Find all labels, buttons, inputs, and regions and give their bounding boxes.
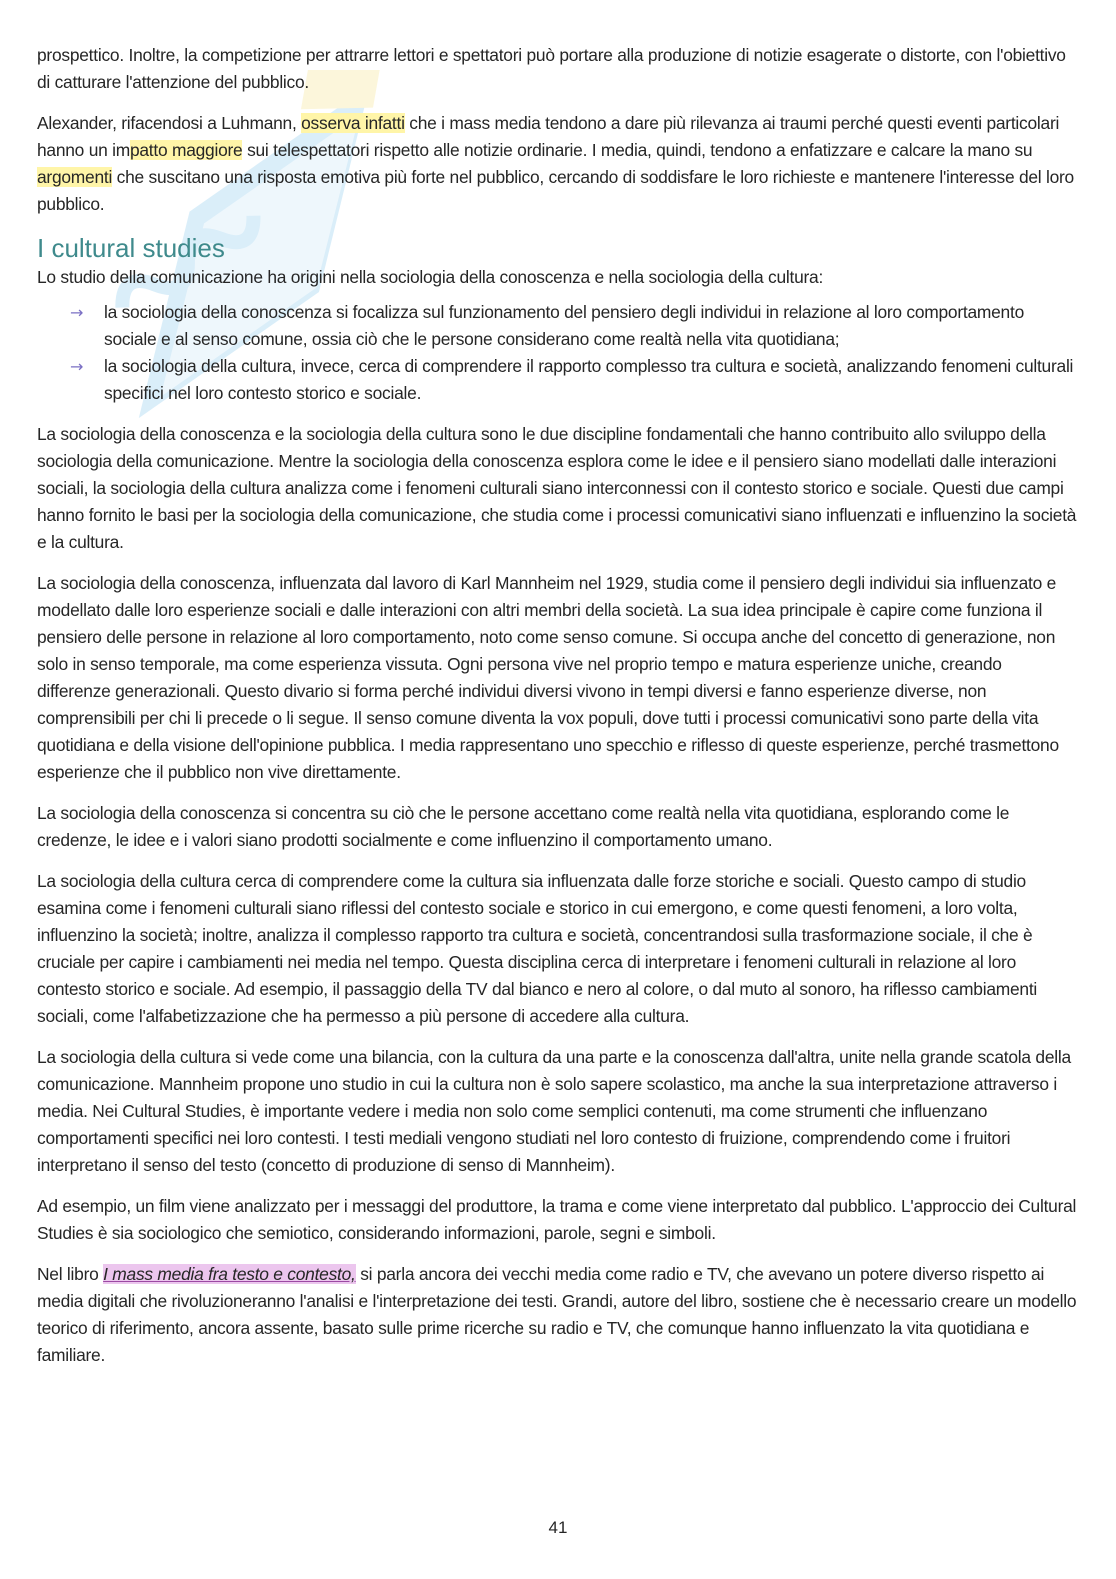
arrow-right-icon: →: [70, 357, 84, 376]
paragraph: La sociologia della conoscenza si concentra su ciò che le persone accettano come realtà nella vita quotidiana, esplorando come le credenze, le idee e i valori siano prodotti socialmente e come influenzino il comportamento umano.: [37, 803, 1010, 850]
paragraph: La sociologia della cultura si vede come una bilancia, con la cultura da una parte e la conoscenza dall'altra, unite nella grande scatola della comunicazione. Mannheim propone uno studio in cui la cultura non è solo sapere scolastico, ma anche la sua interpretazione attraverso i media. Nei Cultural Studies, è importante vedere i media non solo come semplici contenuti, ma come strumenti che influenzano comportamenti specifici nei loro contesti. I testi mediali vengono studiati nel loro contesto di fruizione, comprendendo come i fruitori interpretano il senso del testo (concetto di produzione di senso di Mannheim).: [37, 1047, 1071, 1175]
highlighted-text: osserva infatti: [301, 113, 405, 133]
page-number: 41: [548, 1518, 568, 1537]
list-item: [37, 353, 1077, 407]
paragraph: Ad esempio, un film viene analizzato per i messaggi del produttore, la trama e come viene interpretato dal pubblico. L'approccio dei Cultural Studies è sia sociologico che semiotico, considerando informazioni, parole, segni e simboli.: [37, 1196, 1077, 1243]
section-intro: Lo studio della comunicazione ha origini nella sociologia della conoscenza e nella sociologia della cultura:: [37, 267, 824, 287]
paragraph-text: Alexander, rifacendosi a Luhmann,: [37, 113, 302, 133]
paragraph-continuation: prospettico. Inoltre, la competizione per attrarre lettori e spettatori può portare alla produzione di notizie esagerate o distorte, con l'obiettivo di catturare l'attenzione del pubblico.: [37, 45, 1066, 92]
paragraph-book: [37, 1261, 1077, 1369]
paragraph-text: che i mass media tendono a dare più rilevanza ai traumi perché questi eventi particolari hanno un im: [37, 113, 1060, 160]
highlighted-text: argomenti: [37, 167, 113, 187]
list-item: [37, 299, 1077, 353]
paragraph: La sociologia della conoscenza e la sociologia della cultura sono le due discipline fondamentali che hanno contribuito allo sviluppo della sociologia della comunicazione. Mentre la sociologia della conoscenza esplora come le idee e il pensiero siano modellati dalle interazioni sociali, la sociologia della cultura analizza come i fenomeni culturali siano interconnessi con il contesto storico e sociale. Questi due campi hanno fornito le basi per la sociologia della comunicazione, che studia come i processi comunicativi siano influenzati e influenzino la società e la cultura.: [37, 424, 1077, 552]
arrow-right-icon: →: [70, 303, 84, 322]
paragraph-text: si parla ancora dei vecchi media come radio e TV, che avevano un potere diverso rispetto ai media digitali che rivoluzioneranno l'analisi e l'interpretazione dei testi. Grandi, autore del libro, sostiene che è necessario creare un modello teorico di riferimento, ancora assente, basato sulle prime ricerche su radio e TV, che comunque hanno influenzato la vita quotidiana e familiare.: [37, 1264, 1077, 1365]
highlighted-text: patto maggiore: [129, 140, 243, 160]
document-page: [37, 42, 1077, 1383]
paragraph: La sociologia della cultura cerca di comprendere come la cultura sia influenzata dalle forze storiche e sociali. Questo campo di studio esamina come i fenomeni culturali siano riflessi del contesto sociale e storico in cui emergono, e come questi fenomeni, a loro volta, influenzino la società; inoltre, analizza il complesso rapporto tra cultura e società, concentrandosi sulla trasformazione sociale, il che è cruciale per capire i cambiamenti nei media nel tempo. Questa disciplina cerca di interpretare i fenomeni culturali in relazione al loro contesto storico e sociale. Ad esempio, il passaggio della TV dal bianco e nero al colore, o dal muto al sonoro, ha riflesso cambiamenti sociali, come l'alfabetizzazione che ha permesso a più persone di accedere alla cultura.: [37, 871, 1038, 1026]
bullet-list: [37, 299, 1077, 407]
list-item-text: la sociologia della cultura, invece, cerca di comprendere il rapporto complesso tra cultura e società, analizzando fenomeni culturali specifici nel loro contesto storico e sociale.: [104, 356, 1074, 403]
paragraph-text: Nel libro: [37, 1264, 104, 1284]
paragraph-text: che suscitano una risposta emotiva più forte nel pubblico, cercando di soddisfare le loro richieste e mantenere l'interesse del loro pubblico.: [37, 167, 1074, 214]
list-item-text: la sociologia della conoscenza si focalizza sul funzionamento del pensiero degli individui in relazione al loro comportamento sociale e al senso comune, ossia ciò che le persone considerano come realtà nella vita quotidiana;: [104, 302, 1024, 349]
paragraph: La sociologia della conoscenza, influenzata dal lavoro di Karl Mannheim nel 1929, studia come il pensiero degli individui sia influenzato e modellato dalle loro esperienze sociali e dalle interazioni con altri membri della società. La sua idea principale è capire come funziona il pensiero delle persone in relazione al loro comportamento, noto come senso comune. Si occupa anche del concetto di generazione, non solo in senso temporale, ma come esperienza vissuta. Ogni persona vive nel proprio tempo e matura esperienze uniche, creando differenze generazionali. Questo divario si forma perché individui diversi vivono in tempi diversi e fanno esperienze diverse, non comprensibili per chi li precede o li segue. Il senso comune diventa la vox populi, dove tutti i processi comunicativi sono parte della vita quotidiana e della visione dell'opinione pubblica. I media rappresentano uno specchio e riflesso di queste esperienze, perché trasmettono esperienze che il pubblico non vive direttamente.: [37, 573, 1059, 782]
paragraph-alexander-luhmann: [37, 110, 1077, 218]
paragraph-text: sui telespettatori rispetto alle notizie ordinarie. I media, quindi, tendono a enfatizzare e calcare la mano su: [242, 140, 1033, 160]
book-title: I mass media fra testo e contesto,: [103, 1264, 356, 1284]
section-heading: I cultural studies: [37, 233, 225, 263]
